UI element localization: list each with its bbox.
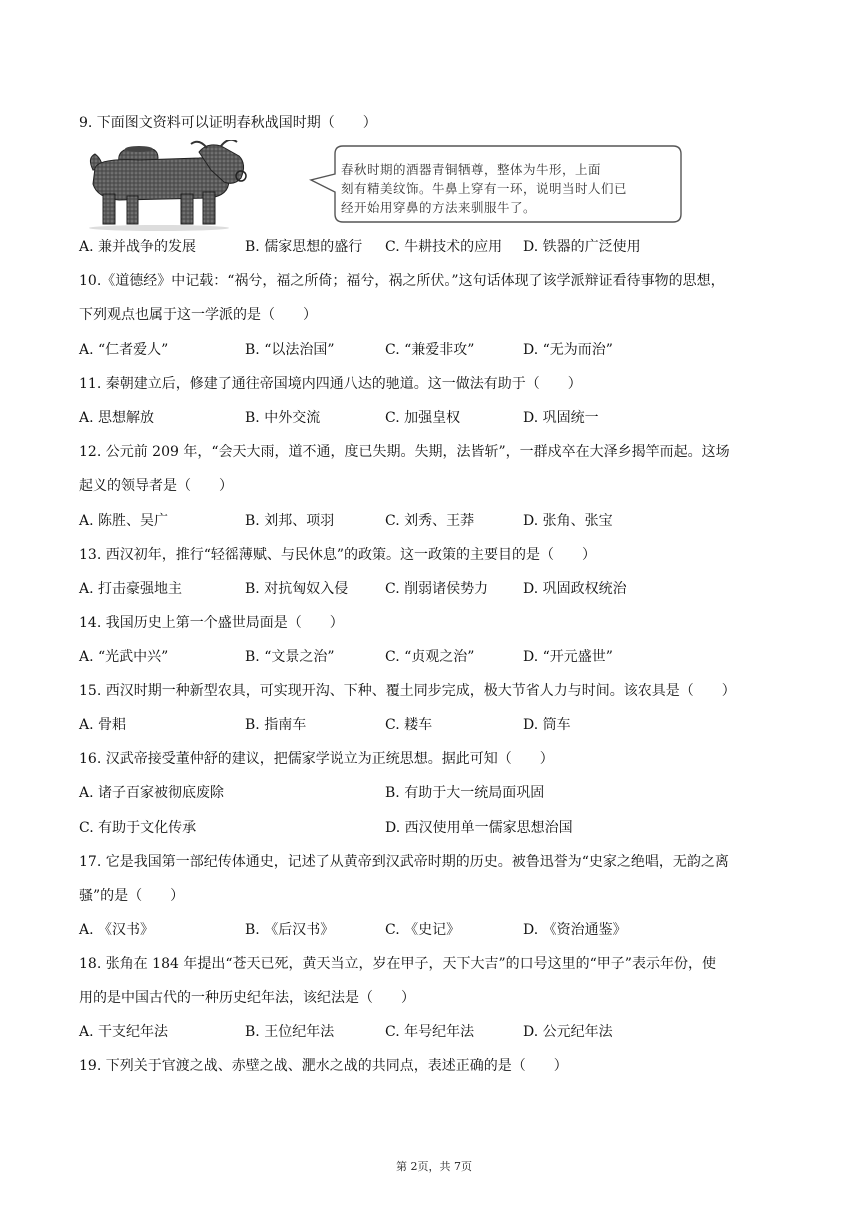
option-c[interactable]: C. “贞观之治” xyxy=(385,649,475,665)
option-b[interactable]: B. “以法治国” xyxy=(245,342,335,358)
option-c[interactable]: C. 牛耕技术的应用 xyxy=(385,239,503,255)
bronze-ox-zun-icon xyxy=(79,140,279,232)
question-10-stem: 10.《道德经》中记载：“祸兮，福之所倚；福兮，祸之所伏。”这句话体现了该学派辩证看待事物的思想， xyxy=(79,273,725,289)
option-c[interactable]: C. 年号纪年法 xyxy=(385,1024,475,1040)
option-d[interactable]: D. “无为而治” xyxy=(523,342,613,358)
option-a[interactable]: A. 《汉书》 xyxy=(79,922,155,938)
option-c[interactable]: C. 加强皇权 xyxy=(385,410,461,426)
option-c[interactable]: C. 有助于文化传承 xyxy=(79,820,197,836)
option-b[interactable]: B. 指南车 xyxy=(245,717,307,733)
option-c[interactable]: C. 《史记》 xyxy=(385,922,461,938)
option-d[interactable]: D. 巩固统一 xyxy=(523,410,599,426)
option-c[interactable]: C. 削弱诸侯势力 xyxy=(385,581,489,597)
figure-caption xyxy=(341,160,671,217)
option-d[interactable]: D. 张角、张宝 xyxy=(523,513,613,529)
option-a[interactable]: A. 陈胜、吴广 xyxy=(79,513,169,529)
option-b[interactable]: B. 《后汉书》 xyxy=(245,922,335,938)
option-d[interactable]: D. 筒车 xyxy=(523,717,571,733)
question-12-stem-cont: 起义的领导者是（ ） xyxy=(79,478,233,494)
option-d[interactable]: D. 西汉使用单一儒家思想治国 xyxy=(385,820,573,836)
option-a[interactable]: A. “光武中兴” xyxy=(79,649,169,665)
option-b[interactable]: B. 有助于大一统局面巩固 xyxy=(385,785,545,801)
question-11-stem: 11. 秦朝建立后，修建了通往帝国境内四通八达的驰道。这一做法有助于（ ） xyxy=(79,376,582,392)
option-b[interactable]: B. 儒家思想的盛行 xyxy=(245,239,363,255)
option-c[interactable]: C. 耧车 xyxy=(385,717,433,733)
option-b[interactable]: B. “文景之治” xyxy=(245,649,335,665)
option-a[interactable]: A. “仁者爱人” xyxy=(79,342,169,358)
question-19-stem: 19. 下列关于官渡之战、赤壁之战、淝水之战的共同点，表述正确的是（ ） xyxy=(79,1058,568,1074)
option-d[interactable]: D. 《资治通鉴》 xyxy=(523,922,627,938)
option-b[interactable]: B. 中外交流 xyxy=(245,410,321,426)
option-a[interactable]: A. 思想解放 xyxy=(79,410,155,426)
question-13-stem: 13. 西汉初年，推行“轻徭薄赋、与民休息”的政策。这一政策的主要目的是（ ） xyxy=(79,547,597,563)
option-b[interactable]: B. 对抗匈奴入侵 xyxy=(245,581,349,597)
question-12-stem: 12. 公元前 209 年，“会天大雨，道不通，度已失期。失期，法皆斩”，一群戍卒在大泽乡揭竿而起。这场 xyxy=(79,444,730,460)
question-17-stem-cont: 骚”的是（ ） xyxy=(79,888,185,904)
caption-line: 春秋时期的酒器青铜牺尊，整体为牛形，上面 xyxy=(341,162,602,177)
question-14-stem: 14. 我国历史上第一个盛世局面是（ ） xyxy=(79,615,344,631)
option-d[interactable]: D. “开元盛世” xyxy=(523,649,613,665)
question-16-stem: 16. 汉武帝接受董仲舒的建议，把儒家学说立为正统思想。据此可知（ ） xyxy=(79,751,554,767)
option-d[interactable]: D. 铁器的广泛使用 xyxy=(523,239,641,255)
caption-line: 经开始用穿鼻的方法来驯服牛了。 xyxy=(341,200,537,215)
option-a[interactable]: A. 打击豪强地主 xyxy=(79,581,183,597)
option-a[interactable]: A. 诸子百家被彻底废除 xyxy=(79,785,225,801)
caption-line: 刻有精美纹饰。牛鼻上穿有一环，说明当时人们已 xyxy=(341,181,628,196)
option-a[interactable]: A. 骨耜 xyxy=(79,717,127,733)
option-d[interactable]: D. 巩固政权统治 xyxy=(523,581,627,597)
question-15-stem: 15. 西汉时期一种新型农具，可实现开沟、下种、覆土同步完成，极大节省人力与时间。该农具是（ ） xyxy=(79,683,736,699)
option-b[interactable]: B. 王位纪年法 xyxy=(245,1024,335,1040)
question-18-stem: 18. 张角在 184 年提出“苍天已死，黄天当立，岁在甲子，天下大吉”的口号这里的“甲子”表示年份，使 xyxy=(79,956,716,972)
question-9-stem: 9. 下面图文资料可以证明春秋战国时期（ ） xyxy=(79,115,377,131)
option-d[interactable]: D. 公元纪年法 xyxy=(523,1024,613,1040)
option-a[interactable]: A. 兼并战争的发展 xyxy=(79,239,197,255)
question-18-stem-cont: 用的是中国古代的一种历史纪年法，该纪法是（ ） xyxy=(79,990,415,1006)
option-c[interactable]: C. “兼爱非攻” xyxy=(385,342,475,358)
option-b[interactable]: B. 刘邦、项羽 xyxy=(245,513,335,529)
option-a[interactable]: A. 干支纪年法 xyxy=(79,1024,169,1040)
question-10-stem-cont: 下列观点也属于这一学派的是（ ） xyxy=(79,307,317,323)
page-footer: 第 2页，共 7页 xyxy=(396,1160,472,1173)
question-17-stem: 17. 它是我国第一部纪传体通史，记述了从黄帝到汉武帝时期的历史。被鲁迅誉为“史家之绝唱，无韵之离 xyxy=(79,854,729,870)
option-c[interactable]: C. 刘秀、王莽 xyxy=(385,513,475,529)
